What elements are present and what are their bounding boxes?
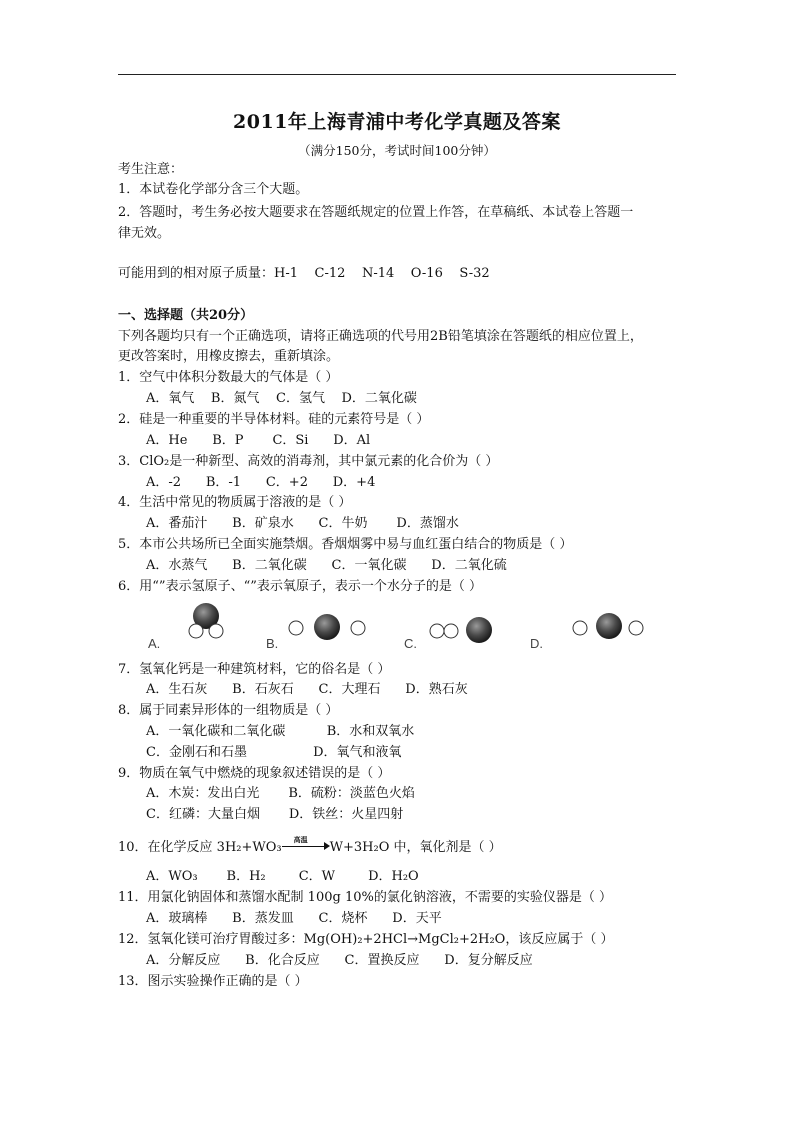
top-rule	[118, 74, 676, 75]
option-d-diagram	[530, 613, 643, 651]
question-3: 3．ClO₂是一种新型、高效的消毒剂，其中氯元素的化合价为（ ）	[118, 454, 499, 469]
hydrogen-atom	[629, 621, 643, 635]
question-4-options: A．番茄汁 B．矿泉水 C．牛奶 D．蒸馏水	[146, 516, 459, 531]
page-title: 2011年上海青浦中考化学真题及答案	[233, 111, 561, 133]
section-instructions-cont: 更改答案时，用橡皮擦去，重新填涂。	[118, 349, 340, 364]
notice-heading: 考生注意：	[118, 162, 184, 177]
option-a-label: A.	[148, 636, 161, 651]
notice-item-2-cont: 律无效。	[118, 226, 171, 241]
question-11-options: A．玻璃棒 B．蒸发皿 C．烧杯 D．天平	[146, 911, 442, 926]
question-2-options: A．He B．P C．Si D．Al	[146, 433, 371, 448]
option-c-diagram	[404, 617, 492, 651]
exam-info: （满分150分，考试时间100分钟）	[298, 143, 496, 158]
question-12: 12．氢氧化镁可治疗胃酸过多：Mg(OH)₂+2HCl→MgCl₂+2H₂O，该反应属于（ ）	[118, 932, 614, 947]
water-molecule-diagrams	[140, 600, 660, 658]
section-instructions: 下列各题均只有一个正确选项，请将正确选项的代号用2B铅笔填涂在答题纸的相应位置上，	[118, 329, 643, 344]
oxygen-atom	[466, 617, 492, 643]
question-9-options-ab: A．木炭：发出白光 B．硫粉：淡蓝色火焰	[146, 786, 415, 801]
question-9: 9．物质在氧气中燃烧的现象叙述错误的是（ ）	[118, 766, 391, 781]
hydrogen-atom	[351, 621, 365, 635]
option-c-label: C.	[404, 636, 417, 651]
option-d-label: D.	[530, 636, 543, 651]
option-a-diagram	[148, 603, 223, 651]
oxygen-atom	[596, 613, 622, 639]
question-8: 8．属于同素异形体的一组物质是（ ）	[118, 703, 339, 718]
question-9-options-cd: C．红磷：大量白烟 D．铁丝：火星四射	[146, 807, 404, 822]
question-3-options: A．-2 B．-1 C．+2 D．+4	[146, 475, 376, 490]
question-4: 4．生活中常见的物质属于溶液的是（ ）	[118, 495, 352, 510]
hydrogen-atom	[444, 624, 458, 638]
hydrogen-atom	[189, 624, 203, 638]
question-1-options: A．氧气 B．氮气 C．氢气 D．二氧化碳	[146, 391, 417, 406]
option-b-diagram	[266, 614, 365, 651]
question-10-reactants: 10．在化学反应 3H₂+WO₃	[118, 840, 282, 855]
question-5: 5．本市公共场所已全面实施禁烟。香烟烟雾中易与血红蛋白结合的物质是（ ）	[118, 537, 573, 552]
hydrogen-atom	[209, 624, 223, 638]
notice-item-1: 1．本试卷化学部分含三个大题。	[118, 182, 309, 197]
question-7-options: A．生石灰 B．石灰石 C．大理石 D．熟石灰	[146, 682, 468, 697]
question-8-options-ab: A．一氧化碳和二氧化碳 B．水和双氧水	[146, 724, 415, 739]
question-12-options: A．分解反应 B．化合反应 C．置换反应 D．复分解反应	[146, 953, 533, 968]
question-10-options: A．WO₃ B．H₂ C．W D．H₂O	[146, 869, 419, 884]
question-8-options-cd: C．金刚石和石墨 D．氧气和液氧	[146, 745, 402, 760]
hydrogen-atom	[289, 621, 303, 635]
question-5-options: A．水蒸气 B．二氧化碳 C．一氧化碳 D．二氧化硫	[146, 558, 507, 573]
notice-item-2: 2．答题时，考生务必按大题要求在答题纸规定的位置上作答，在草稿纸、本试卷上答题一	[118, 205, 634, 220]
reaction-condition: 高温	[293, 835, 308, 844]
question-11: 11．用氯化钠固体和蒸馏水配制 100g 10%的氯化钠溶液，不需要的实验仪器是（ ）	[118, 890, 612, 905]
oxygen-atom	[314, 614, 340, 640]
question-6: 6．用“”表示氢原子、“”表示氧原子，表示一个水分子的是（ ）	[118, 579, 482, 594]
option-b-label: B.	[266, 636, 279, 651]
atomic-mass-list: 可能用到的相对原子质量：H-1 C-12 N-14 O-16 S-32	[118, 266, 490, 281]
question-10	[118, 835, 502, 857]
section-heading: 一、选择题（共20分）	[118, 308, 254, 323]
question-2: 2．硅是一种重要的半导体材料。硅的元素符号是（ ）	[118, 412, 430, 427]
question-7: 7．氢氧化钙是一种建筑材料，它的俗名是（ ）	[118, 662, 391, 677]
question-10-products: W+3H₂O 中，氧化剂是（ ）	[329, 840, 502, 855]
reaction-arrow	[282, 835, 330, 853]
question-1: 1．空气中体积分数最大的气体是（ ）	[118, 370, 339, 385]
question-13: 13．图示实验操作正确的是（ ）	[118, 974, 308, 989]
hydrogen-atom	[573, 621, 587, 635]
hydrogen-atom	[430, 624, 444, 638]
